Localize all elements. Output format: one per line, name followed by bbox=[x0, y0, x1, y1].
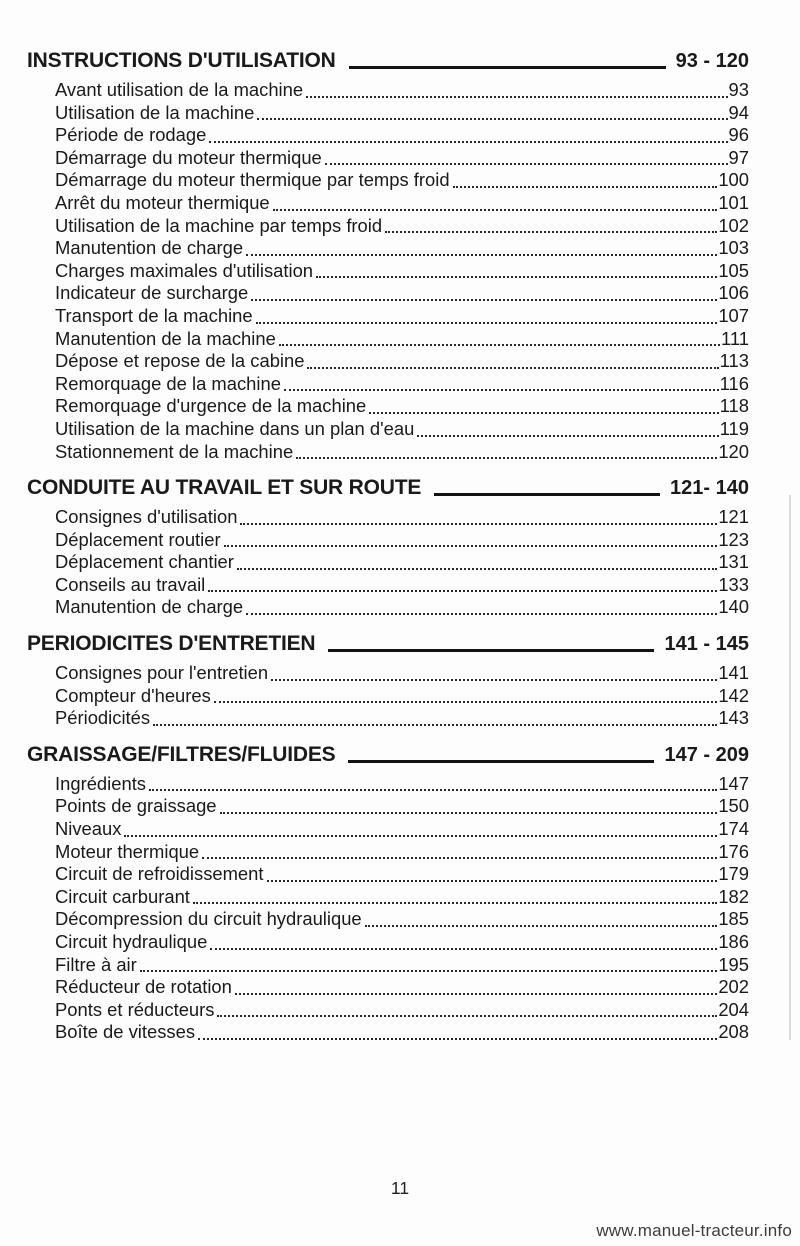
toc-entry bbox=[27, 976, 749, 999]
toc-entry-dot-leader bbox=[237, 568, 717, 570]
toc-entry bbox=[27, 1021, 749, 1044]
toc-section-leader-line bbox=[349, 66, 666, 69]
toc-entry-dot-leader bbox=[296, 457, 717, 459]
toc-section-header bbox=[27, 742, 749, 768]
toc-entry bbox=[27, 418, 749, 441]
toc-entry bbox=[27, 886, 749, 909]
toc-entry-page: 118 bbox=[719, 395, 749, 417]
toc-entry-dot-leader bbox=[385, 231, 717, 233]
toc-entry-page: 147 bbox=[718, 772, 749, 794]
toc-entry-title: Déplacement chantier bbox=[55, 551, 234, 573]
toc-entry-dot-leader bbox=[217, 1015, 717, 1017]
toc-entry-dot-leader bbox=[256, 322, 718, 324]
toc-entry-dot-leader bbox=[124, 835, 717, 837]
toc-entry-page: 97 bbox=[728, 146, 749, 168]
toc-entry-page: 105 bbox=[718, 259, 749, 281]
toc-section-page-range: 147 - 209 bbox=[664, 743, 749, 766]
toc-entry bbox=[27, 215, 749, 238]
toc-entry-title: Circuit hydraulique bbox=[55, 931, 208, 952]
toc bbox=[27, 48, 749, 1044]
toc-entry-page: 101 bbox=[718, 191, 749, 213]
toc-entry bbox=[27, 441, 749, 464]
toc-section-title: PERIODICITES D'ENTRETIEN bbox=[27, 632, 316, 656]
toc-section-page-range: 121- 140 bbox=[670, 477, 749, 500]
toc-section-header bbox=[27, 631, 749, 657]
toc-entry-page: 143 bbox=[718, 707, 749, 729]
toc-entry-page: 182 bbox=[718, 885, 749, 907]
toc-entry bbox=[27, 707, 749, 730]
toc-entry-dot-leader bbox=[316, 276, 717, 278]
toc-entry bbox=[27, 818, 749, 841]
toc-entry-page: 119 bbox=[719, 417, 749, 439]
toc-entry-page: 120 bbox=[718, 440, 749, 462]
toc-entry-dot-leader bbox=[224, 545, 718, 547]
toc-entry-page: 140 bbox=[718, 596, 749, 618]
toc-entry bbox=[27, 954, 749, 977]
toc-entry-dot-leader bbox=[153, 724, 717, 726]
toc-entry-dot-leader bbox=[279, 344, 720, 346]
toc-entry-title: Manutention de la machine bbox=[55, 327, 276, 349]
toc-entry-dot-leader bbox=[284, 389, 719, 391]
toc-entry-title: Manutention de charge bbox=[55, 596, 244, 618]
toc-entry-page: 202 bbox=[718, 976, 749, 998]
toc-entry bbox=[27, 999, 749, 1022]
toc-entry-title: Remorquage de la machine bbox=[55, 372, 281, 394]
toc-entry-title: Périodicités bbox=[55, 707, 151, 729]
toc-section-items bbox=[27, 79, 749, 463]
toc-entry-title: Manutention de charge bbox=[55, 237, 244, 259]
toc-entry-title: Utilisation de la machine par temps froid bbox=[55, 214, 383, 236]
toc-entry bbox=[27, 373, 749, 396]
toc-entry-dot-leader bbox=[257, 118, 727, 120]
toc-section bbox=[27, 742, 749, 1044]
toc-section-page-range: 93 - 120 bbox=[675, 50, 749, 72]
toc-entry-title: Indicateur de surcharge bbox=[55, 282, 249, 304]
toc-entry-page: 102 bbox=[718, 214, 749, 236]
toc-entry-page: 100 bbox=[718, 169, 749, 191]
toc-entry bbox=[27, 350, 749, 373]
toc-section-items bbox=[27, 662, 749, 730]
toc-entry-dot-leader bbox=[149, 789, 717, 791]
toc-entry-title: Utilisation de la machine bbox=[55, 101, 255, 123]
toc-entry bbox=[27, 79, 749, 102]
toc-entry-title: Circuit carburant bbox=[55, 885, 190, 907]
scan-edge-artifact bbox=[789, 495, 791, 1040]
toc-entry-page: 94 bbox=[728, 101, 749, 123]
toc-entry-dot-leader bbox=[246, 254, 717, 256]
toc-entry-page: 142 bbox=[718, 684, 749, 706]
toc-section-leader-line bbox=[348, 760, 654, 763]
toc-entry-dot-leader bbox=[251, 299, 717, 301]
toc-section-items bbox=[27, 506, 749, 619]
watermark-url-text: www.manuel-tracteur.info bbox=[596, 1221, 792, 1240]
toc-entry bbox=[27, 773, 749, 796]
toc-entry bbox=[27, 305, 749, 328]
toc-entry-title: Compteur d'heures bbox=[55, 684, 211, 706]
toc-entry-title: Déplacement routier bbox=[55, 528, 221, 550]
toc-entry-dot-leader bbox=[365, 925, 718, 927]
toc-entry-page: 93 bbox=[728, 79, 749, 100]
toc-entry-title: Avant utilisation de la machine bbox=[55, 79, 304, 100]
toc-entry-dot-leader bbox=[210, 948, 717, 950]
toc-entry-page: 107 bbox=[718, 304, 749, 326]
toc-section bbox=[27, 48, 749, 463]
toc-entry-dot-leader bbox=[453, 186, 718, 188]
toc-section-title: INSTRUCTIONS D'UTILISATION bbox=[27, 49, 336, 72]
toc-entry-dot-leader bbox=[220, 812, 718, 814]
toc-entry-page: 131 bbox=[718, 551, 749, 573]
toc-entry bbox=[27, 328, 749, 351]
toc-entry-page: 103 bbox=[718, 237, 749, 259]
toc-entry-title: Filtre à air bbox=[55, 953, 137, 975]
toc-entry-dot-leader bbox=[307, 367, 718, 369]
toc-entry-title: Arrêt du moteur thermique bbox=[55, 191, 270, 213]
toc-entry-title: Dépose et repose de la cabine bbox=[55, 350, 305, 372]
toc-entry bbox=[27, 931, 749, 954]
toc-section-items bbox=[27, 773, 749, 1044]
toc-entry bbox=[27, 841, 749, 864]
toc-section-page-range: 141 - 145 bbox=[664, 633, 749, 656]
toc-entry-dot-leader bbox=[240, 523, 717, 525]
toc-entry-title: Ponts et réducteurs bbox=[55, 998, 215, 1020]
toc-entry-dot-leader bbox=[267, 880, 718, 882]
toc-entry-title: Boîte de vitesses bbox=[55, 1021, 196, 1043]
toc-entry-title: Circuit de refroidissement bbox=[55, 863, 264, 885]
toc-entry-dot-leader bbox=[306, 96, 727, 98]
toc-entry-dot-leader bbox=[271, 679, 717, 681]
toc-entry-title: Décompression du circuit hydraulique bbox=[55, 908, 362, 930]
toc-entry-dot-leader bbox=[273, 209, 718, 211]
toc-entry bbox=[27, 685, 749, 708]
toc-entry-title: Ingrédients bbox=[55, 772, 146, 794]
toc-entry-page: 133 bbox=[718, 573, 749, 595]
toc-entry-title: Démarrage du moteur thermique par temps froid bbox=[55, 169, 450, 191]
toc-entry-page: 121 bbox=[718, 506, 749, 528]
toc-entry-page: 186 bbox=[718, 931, 749, 952]
toc-entry-page: 176 bbox=[718, 840, 749, 862]
toc-entry-dot-leader bbox=[369, 412, 718, 414]
toc-entry bbox=[27, 395, 749, 418]
toc-entry-title: Période de rodage bbox=[55, 124, 207, 146]
toc-entry-dot-leader bbox=[246, 613, 717, 615]
toc-entry-page: 195 bbox=[718, 953, 749, 975]
toc-entry bbox=[27, 574, 749, 597]
toc-entry-dot-leader bbox=[235, 993, 717, 995]
toc-entry-dot-leader bbox=[209, 141, 727, 143]
toc-entry bbox=[27, 102, 749, 125]
toc-entry-page: 116 bbox=[719, 372, 749, 394]
toc-entry-dot-leader bbox=[198, 1038, 717, 1040]
toc-entry bbox=[27, 169, 749, 192]
toc-section-leader-line bbox=[328, 649, 654, 652]
toc-entry-dot-leader bbox=[202, 857, 717, 859]
toc-entry-page: 179 bbox=[718, 863, 749, 885]
toc-entry bbox=[27, 237, 749, 260]
toc-entry bbox=[27, 551, 749, 574]
toc-entry-page: 113 bbox=[719, 350, 749, 372]
toc-section-title: CONDUITE AU TRAVAIL ET SUR ROUTE bbox=[27, 476, 422, 500]
toc-entry-title: Niveaux bbox=[55, 818, 122, 840]
toc-entry-dot-leader bbox=[208, 590, 717, 592]
toc-section-title: GRAISSAGE/FILTRES/FLUIDES bbox=[27, 742, 336, 766]
toc-entry-title: Stationnement de la machine bbox=[55, 440, 294, 462]
toc-entry-page: 141 bbox=[718, 662, 749, 684]
toc-entry bbox=[27, 506, 749, 529]
toc-entry bbox=[27, 863, 749, 886]
toc-entry-dot-leader bbox=[193, 902, 717, 904]
toc-entry-dot-leader bbox=[417, 435, 718, 437]
toc-entry-title: Consignes pour l'entretien bbox=[55, 662, 269, 684]
toc-entry bbox=[27, 124, 749, 147]
toc-entry-page: 111 bbox=[721, 327, 749, 349]
toc-entry-page: 185 bbox=[718, 908, 749, 930]
toc-entry-title: Remorquage d'urgence de la machine bbox=[55, 395, 367, 417]
toc-section-header bbox=[27, 475, 749, 501]
toc-entry bbox=[27, 795, 749, 818]
toc-entry-title: Charges maximales d'utilisation bbox=[55, 259, 314, 281]
toc-entry bbox=[27, 147, 749, 170]
toc-entry bbox=[27, 260, 749, 283]
toc-entry bbox=[27, 662, 749, 685]
toc-entry-page: 174 bbox=[718, 818, 749, 840]
toc-entry-title: Consignes d'utilisation bbox=[55, 506, 238, 528]
toc-entry-title: Points de graissage bbox=[55, 795, 217, 817]
page-number: 11 bbox=[390, 1178, 410, 1198]
toc-section bbox=[27, 631, 749, 730]
toc-entry-page: 150 bbox=[718, 795, 749, 817]
toc-entry-dot-leader bbox=[214, 701, 717, 703]
toc-entry bbox=[27, 529, 749, 552]
toc-entry-title: Utilisation de la machine dans un plan d'eau bbox=[55, 417, 415, 439]
toc-entry bbox=[27, 282, 749, 305]
toc-entry bbox=[27, 192, 749, 215]
toc-entry-title: Conseils au travail bbox=[55, 573, 206, 595]
toc-entry-page: 208 bbox=[718, 1021, 749, 1043]
toc-entry-title: Moteur thermique bbox=[55, 840, 200, 862]
toc-entry-page: 123 bbox=[718, 528, 749, 550]
toc-section-header bbox=[27, 48, 749, 74]
toc-entry-title: Démarrage du moteur thermique bbox=[55, 146, 322, 168]
toc-entry bbox=[27, 596, 749, 619]
toc-section bbox=[27, 475, 749, 619]
toc-entry-dot-leader bbox=[325, 163, 728, 165]
toc-entry-title: Réducteur de rotation bbox=[55, 976, 232, 998]
toc-entry-page: 96 bbox=[728, 124, 749, 146]
toc-entry-title: Transport de la machine bbox=[55, 304, 253, 326]
toc-entry-page: 106 bbox=[718, 282, 749, 304]
toc-entry bbox=[27, 908, 749, 931]
toc-section-leader-line bbox=[434, 493, 660, 496]
toc-entry-page: 204 bbox=[718, 998, 749, 1020]
toc-entry-dot-leader bbox=[140, 970, 718, 972]
